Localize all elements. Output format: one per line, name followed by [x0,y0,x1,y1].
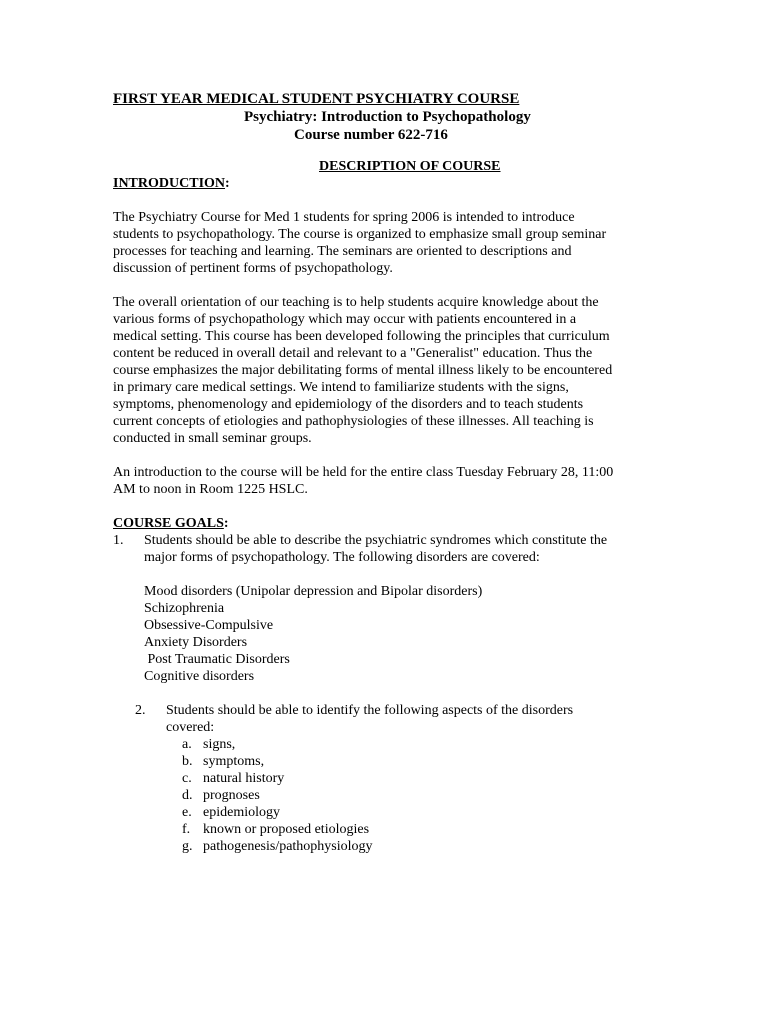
goal-2 [113,702,653,736]
paragraph-line: The Psychiatry Course for Med 1 students for spring 2006 is intended to introduce [113,210,575,225]
paragraph-line: content be reduced in overall detail and relevant to a "Generalist" education. Thus the [113,346,593,361]
aspect-letter: g. [182,839,193,854]
course-goals-heading-colon: : [223,516,229,531]
aspect-text: pathogenesis/pathophysiology [203,839,373,854]
aspect-text: prognoses [203,788,260,803]
aspect-item [182,787,653,804]
disorder-item: Anxiety Disorders [144,635,248,650]
disorder-item: Obsessive-Compulsive [144,618,274,633]
aspect-text: symptoms, [203,754,265,769]
aspects-list [182,736,653,855]
goal-number: 1. [113,533,124,548]
aspect-item [182,821,653,838]
aspect-item [182,838,653,855]
description-heading: DESCRIPTION OF COURSE [319,159,501,174]
aspect-item [182,736,653,753]
course-number: Course number 622-716 [294,127,448,143]
paragraph-line: AM to noon in Room 1225 HSLC. [113,482,308,497]
disorder-item: Mood disorders (Unipolar depression and Bipolar disorders) [144,584,483,599]
paragraph-line: conducted in small seminar groups. [113,431,312,446]
disorder-item: Schizophrenia [144,601,225,616]
course-goals-heading-text: COURSE GOALS [113,516,224,531]
aspect-text: known or proposed etiologies [203,822,370,837]
paragraph-line: various forms of psychopathology which may occur with patients encountered in a [113,312,577,327]
paragraph-line: current concepts of etiologies and pathophysiologies of these illnesses. All teaching is [113,414,594,429]
disorder-item: Post Traumatic Disorders [144,652,290,667]
aspect-letter: c. [182,771,192,786]
paragraph-line: symptoms, phenomenology and epidemiology of the disorders and to teach students [113,397,584,412]
paragraph-line: course emphasizes the major debilitating forms of mental illness likely to be encountered [113,363,613,378]
course-subtitle: Psychiatry: Introduction to Psychopathology [244,109,531,125]
paragraph-line: discussion of pertinent forms of psychopathology. [113,261,393,276]
aspect-letter: d. [182,788,193,803]
course-goals-heading [113,515,653,532]
goal-number: 2. [135,703,146,718]
paragraph-line: An introduction to the course will be held for the entire class Tuesday February 28, 11:00 [113,465,614,480]
paragraph-line: The overall orientation of our teaching is to help students acquire knowledge about the [113,295,599,310]
document-title: FIRST YEAR MEDICAL STUDENT PSYCHIATRY COURSE [113,91,520,107]
aspect-letter: e. [182,805,192,820]
intro-paragraph-3 [113,464,653,498]
paragraph-line: students to psychopathology. The course is organized to emphasize small group seminar [113,227,607,242]
disorder-item: Cognitive disorders [144,669,255,684]
introduction-heading [113,175,653,192]
document-page [113,90,653,855]
disorders-list [144,583,653,685]
aspect-text: signs, [203,737,236,752]
paragraph-line: processes for teaching and learning. The seminars are oriented to descriptions and [113,244,572,259]
aspect-letter: b. [182,754,193,769]
goal-line: covered: [166,720,215,735]
paragraph-line: medical setting. This course has been developed following the principles that curriculum [113,329,610,344]
aspect-text: natural history [203,771,285,786]
aspect-letter: a. [182,737,192,752]
aspect-text: epidemiology [203,805,280,820]
goal-line: major forms of psychopathology. The following disorders are covered: [144,550,540,565]
introduction-heading-text: INTRODUCTION [113,176,226,191]
aspect-item [182,804,653,821]
aspect-item [182,770,653,787]
intro-paragraph-1 [113,209,653,277]
goal-line: Students should be able to identify the following aspects of the disorders [166,703,574,718]
goal-1 [113,532,653,566]
introduction-heading-colon: : [225,176,230,191]
goal-line: Students should be able to describe the psychiatric syndromes which constitute the [144,533,608,548]
intro-paragraph-2 [113,294,653,447]
aspect-item [182,753,653,770]
paragraph-line: in primary care medical settings. We intend to familiarize students with the signs, [113,380,569,395]
aspect-letter: f. [182,822,191,837]
